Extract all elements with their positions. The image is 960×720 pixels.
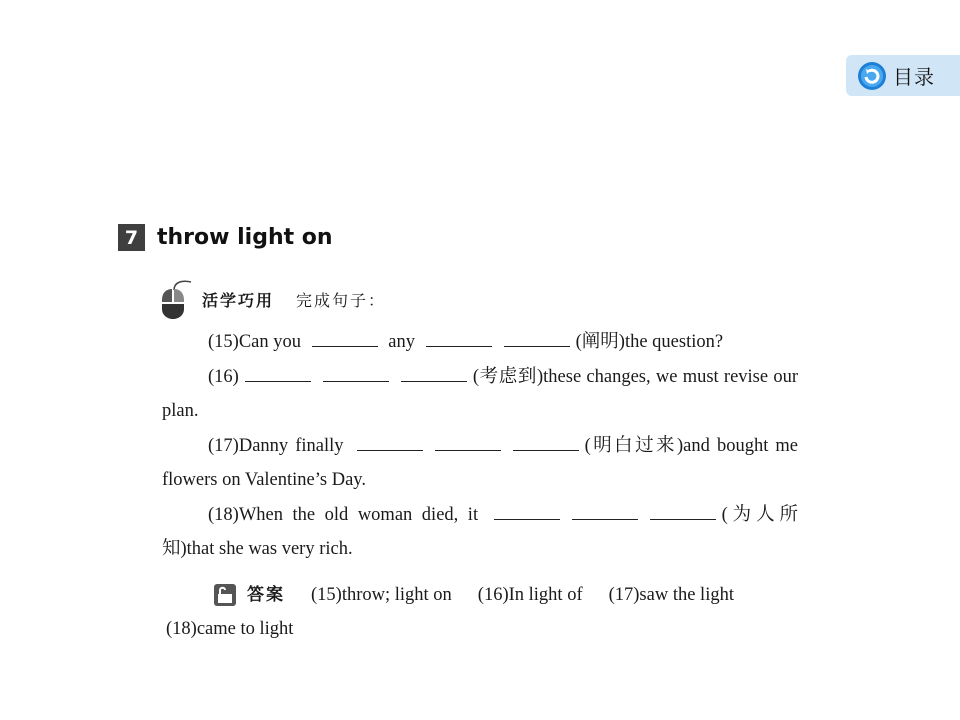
toc-button[interactable] [846,55,960,96]
answer-item: (18)came to light [166,619,294,639]
refresh-circle-icon [857,61,887,91]
answer-label: 答案 [247,585,285,605]
answer-item: (16)In light of [477,585,583,605]
answer-blank[interactable] [245,359,311,382]
exercise-15: (15)Can you any (阐明)the question? [162,324,798,359]
answer-blank[interactable] [572,497,638,520]
answer-block [166,578,802,646]
toc-label: 目录 [893,65,935,89]
answer-item: (15)throw; light on [311,585,452,605]
answer-blank[interactable] [323,359,389,382]
section-heading [118,224,333,251]
exercise-17: (17)Danny finally (明白过来)and bought me flowers on Valentine’s Day. [162,428,798,497]
answer-blank[interactable] [504,324,570,347]
answer-blank[interactable] [357,428,423,451]
answer-blank[interactable] [513,428,579,451]
answer-item: (17)saw the light [608,585,734,605]
section-title: throw light on [157,225,333,250]
section-number: 7 [118,224,145,251]
mouse-icon [160,278,192,320]
answer-blank[interactable] [650,497,716,520]
answer-blank[interactable] [494,497,560,520]
answer-blank[interactable] [435,428,501,451]
exercise-18: (18)When the old woman died, it (为人所知)that she was very rich. [162,497,798,566]
exercise-block [162,324,798,566]
answer-blank[interactable] [426,324,492,347]
exercise-16: (16) (考虑到)these changes, we must revise our plan. [162,359,798,428]
unlock-icon [212,582,238,608]
practice-heading [160,278,386,320]
answer-blank[interactable] [312,324,378,347]
practice-instruction: 完成句子： [296,290,387,310]
practice-label: 活学巧用 [202,290,275,310]
answer-blank[interactable] [401,359,467,382]
